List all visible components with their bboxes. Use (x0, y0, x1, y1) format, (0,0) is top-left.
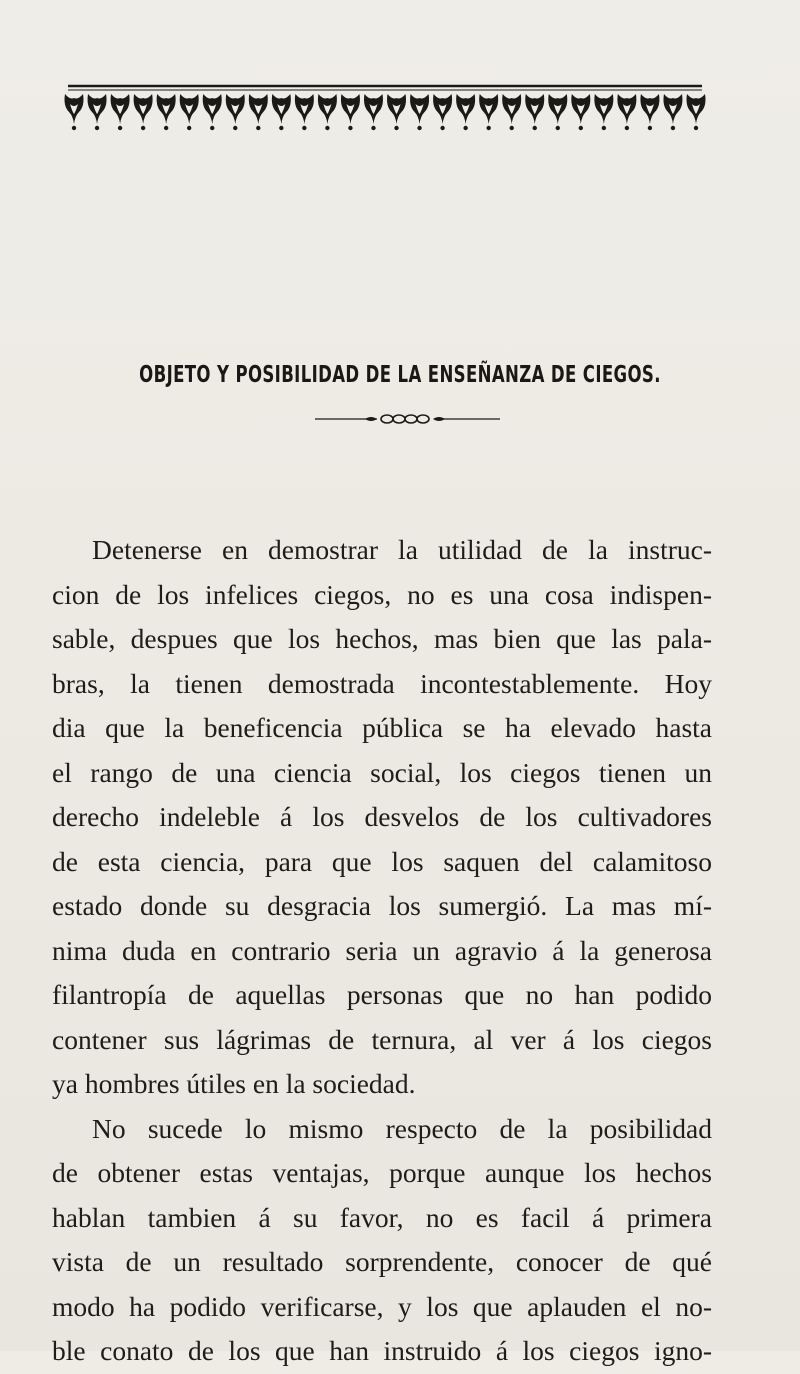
fleuron-icon (525, 94, 544, 130)
fleuron-border-ornament (60, 78, 710, 140)
fleuron-icon (341, 94, 360, 130)
text-line: estado donde su desgracia los sumergió. La mas mí- (52, 890, 712, 921)
fleuron-icon (687, 94, 706, 130)
text-line: de obtener estas ventajas, porque aunque los hechos (52, 1157, 712, 1188)
text-line: el rango de una ciencia social, los ciegos tienen un (52, 756, 712, 788)
fleuron-icon (410, 94, 429, 130)
fleuron-icon (594, 94, 613, 130)
text-line: ble conato de los que han instruido á los ciegos igno- (52, 1335, 712, 1366)
fleuron-icon (548, 94, 567, 130)
fleuron-icon (318, 94, 337, 130)
text-line: de esta ciencia, para que los saquen del calamitoso (52, 845, 712, 877)
text-line: Detenerse en demostrar la utilidad de la instruc- (92, 534, 712, 565)
text-line: derecho indeleble á los desvelos de los cultivadores (52, 801, 712, 832)
chapter-title: OBJETO Y POSIBILIDAD DE LA ENSEÑANZA DE CIEGOS. (139, 362, 661, 388)
fleuron-icon (387, 94, 406, 130)
text-line: sable, despues que los hechos, mas bien que las pala- (52, 623, 712, 654)
text-line: bras, la tienen demostrada incontestablemente. Hoy (52, 667, 712, 699)
text-line: hablan tambien á su favor, no es facil á primera (52, 1201, 712, 1233)
text-line: nima duda en contrario seria un agravio á la generosa (52, 934, 712, 966)
text-line: No sucede lo mismo respecto de la posibilidad (92, 1112, 712, 1144)
fleuron-icon (456, 94, 475, 130)
fleuron-icon (65, 94, 84, 130)
fleuron-icon (157, 94, 176, 130)
fleuron-icon (180, 94, 199, 130)
fleuron-icon (111, 94, 130, 130)
fleuron-icon (433, 94, 452, 130)
fleuron-icon (295, 94, 314, 130)
fleuron-icon (88, 94, 107, 130)
text-line: ya hombres útiles en la sociedad. (52, 1068, 416, 1099)
text-line: contener sus lágrimas de ternura, al ver á los ciegos (52, 1023, 712, 1055)
text-line: modo ha podido verificarse, y los que aplauden el no- (52, 1290, 712, 1322)
fleuron-icon (364, 94, 383, 130)
fleuron-icon (663, 94, 682, 130)
text-line: vista de un resultado sorprendente, conocer de qué (52, 1246, 712, 1277)
fleuron-icon (479, 94, 498, 130)
fleuron-icon (617, 94, 636, 130)
fleuron-icon (203, 94, 222, 130)
fleuron-icon (272, 94, 291, 130)
fleuron-icon (571, 94, 590, 130)
fleuron-icon (640, 94, 659, 130)
fleuron-icon (226, 94, 245, 130)
body-text (52, 528, 712, 1374)
text-line: filantropía de aquellas personas que no han podido (52, 979, 712, 1010)
fleuron-icon (502, 94, 521, 130)
fleuron-icon (134, 94, 153, 130)
fleuron-icon (249, 94, 268, 130)
divider-rule-ornament (315, 412, 500, 426)
text-line: cion de los infelices ciegos, no es una cosa indispen- (52, 578, 712, 610)
text-line: dia que la beneficencia pública se ha elevado hasta (52, 712, 712, 743)
